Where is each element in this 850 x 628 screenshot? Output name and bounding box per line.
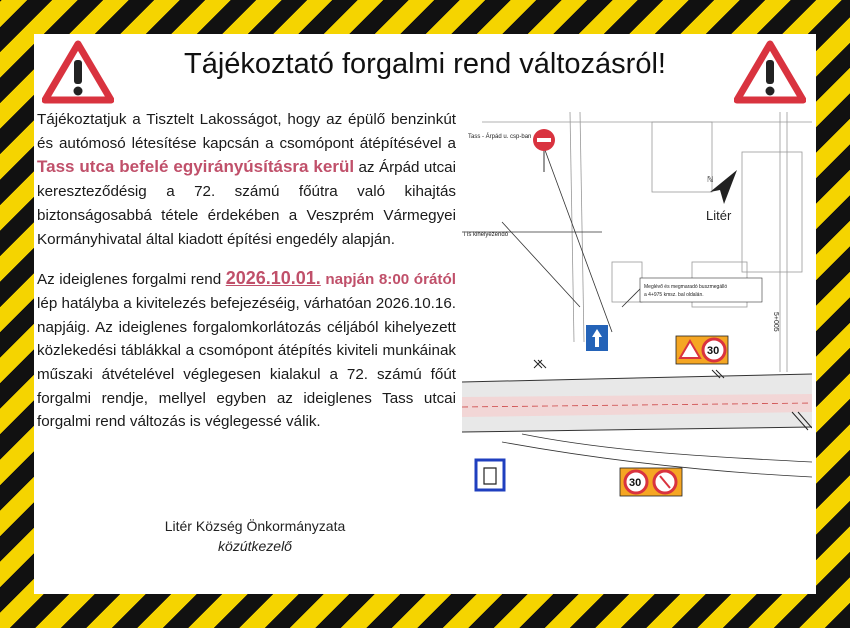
km-label: 5+005	[772, 312, 779, 332]
text: Az ideiglenes forgalmi rend	[37, 271, 226, 289]
paragraph-1	[37, 108, 456, 251]
notice-text	[37, 108, 456, 450]
one-way-sign-icon	[586, 325, 608, 351]
signature-role: közútkezelő	[218, 538, 292, 554]
road-label: Tass - Árpád u. csp-ban	[468, 134, 532, 140]
no-entry-sign-icon	[533, 129, 555, 172]
town-label: Litér	[706, 208, 732, 223]
svg-text:ℕ: ℕ	[707, 175, 714, 184]
text: Tájékoztatjuk a Tisztelt Lakosságot, hogy az épülő benzinkút és autómosó létesítése kapcsán a csomópont átépítésével a	[37, 111, 456, 152]
site-plan-map	[462, 112, 812, 500]
bus-stop-sign-icon	[476, 460, 504, 490]
north-arrow-icon	[707, 170, 737, 204]
signature-name: Litér Község Önkormányzata	[164, 518, 346, 534]
page-title: Tájékoztató forgalmi rend változásról!	[184, 48, 666, 80]
paragraph-2	[37, 267, 456, 434]
warning-triangle-icon	[734, 40, 806, 104]
text: lép hatályba a kivitelezés befejezéséig, várhatóan 2026.10.16. napjáig. Az ideiglenes forgalomkorlátozás céljából kihelyezett közlekedési táblákkal a csomópont átépítés kiviteli munkáinak műszaki átvételével véglegesen kialakul a 72. számú főút forgalmi rendje, mellyel egyben az ideiglenes Tass utcai forgalmi rend változás is véglegessé válik.	[37, 294, 456, 431]
start-time: napján 8:00 órától	[320, 271, 456, 289]
svg-text:a 4+975 kmsz. bal oldalán.: a 4+975 kmsz. bal oldalán.	[644, 292, 704, 298]
start-date: 2026.10.01.	[225, 268, 321, 289]
speed-limit-sign-icon	[620, 468, 682, 496]
note-left: i is kihelyezendő	[464, 232, 509, 238]
svg-text:30: 30	[707, 345, 720, 357]
warning-triangle-icon	[42, 40, 114, 104]
highlight-one-way: Tass utca befelé egyirányúsításra kerül	[37, 157, 355, 177]
signature	[140, 516, 370, 556]
bus-note: Meglévő és megmaradó buszmegálló	[644, 284, 728, 290]
svg-text:30: 30	[629, 477, 642, 489]
speed-limit-sign-icon	[676, 336, 728, 364]
text: az Árpád utcai kereszteződésig a 72. számú főútra való kihajtás biztonságosabbá tétele érdekében a Veszprém Vármegyei Kormányhivatal által kiadott építési engedély alapján.	[37, 159, 456, 248]
